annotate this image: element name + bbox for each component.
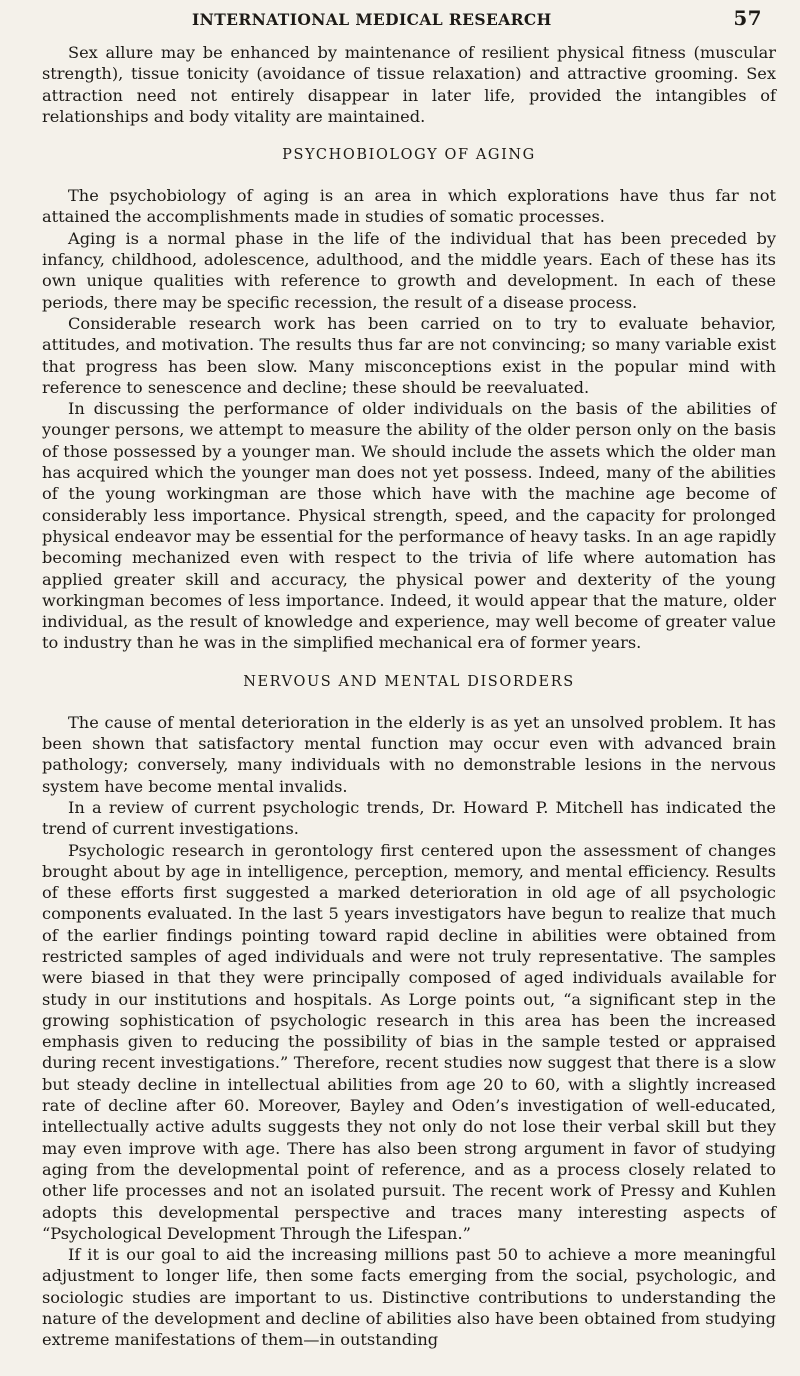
paragraph: The psychobiology of aging is an area in which explorations have thus far not attained the accomplishments made in studies of somatic processes. [42, 186, 776, 227]
page-number: 57 [733, 6, 762, 30]
paragraph: Psychologic research in gerontology first centered upon the assessment of changes brought about by age in intelligence, perception, memory, and mental efficiency. Results of these efforts first suggested a marked deterioration in old age of all psychologic components evaluated. In the last 5 years investigators have begun to realize that much of the earlier findings pointing toward rapid decline in abilities were obtained from restricted samples of aged individuals and were not truly representative. The samples were biased in that they were principally composed of aged individuals available for study in our institutions and hospitals. As Lorge points out, “a significant step in the growing sophistication of psychologic research in this area has been the increased emphasis given to reducing the possibility of bias in the sample tested or appraised during recent investigations.” Therefore, recent studies now suggest that there is a slow but steady decline in intellectual abilities from age 20 to 60, with a slightly increased rate of decline after 60. Moreover, Bayley and Oden’s investigation of well-educated, intellectually active adults suggests they not only do not lose their verbal skill but they may even improve with age. There has also been strong argument in favor of studying aging from the developmental point of reference, and as a process closely related to other life processes and not an isolated pursuit. The recent work of Pressy and Kuhlen adopts this developmental perspective and traces many interesting aspects of “Psychological Development Through the Lifespan.” [42, 840, 776, 1243]
running-head [42, 6, 776, 42]
paragraph: Considerable research work has been carried on to try to evaluate behavior, attitudes, and motivation. The results thus far are not convincing; so many variable exist that progress has been slow. Many misconceptions exist in the popular mind with reference to senescence and decline; these should be reevaluated. [42, 313, 776, 397]
paragraph: Aging is a normal phase in the life of the individual that has been preceded by infancy, childhood, adolescence, adulthood, and the middle years. Each of these has its own unique qualities with reference to growth and development. In each of these periods, there may be specific recession, the result of a disease process. [42, 228, 776, 312]
section-heading-nervous-mental: NERVOUS AND MENTAL DISORDERS [243, 673, 575, 690]
paragraph: In discussing the performance of older individuals on the basis of the abilities of younger persons, we attempt to measure the ability of the older person only on the basis of those possessed by a younger man. We should include the assets which the older man has acquired which the younger man does not yet possess. Indeed, many of the abilities of the young workingman are those which have with the machine age become of considerably less importance. Physical strength, speed, and the capacity for prolonged physical endeavor may be essential for the performance of heavy tasks. In an age rapidly becoming mechanized even with respect to the trivia of life where automation has applied greater skill and accuracy, the physical power and dexterity of the young workingman becomes of less importance. Indeed, it would appear that the mature, older individual, as the result of knowledge and experience, may well become of greater value to industry than he was in the simplified mechanical era of former years. [42, 399, 776, 653]
paragraph: In a review of current psychologic trends, Dr. Howard P. Mitchell has indicated the trend of current investigations. [42, 797, 776, 839]
journal-title: INTERNATIONAL MEDICAL RESEARCH [192, 10, 552, 29]
intro-paragraph: Sex allure may be enhanced by maintenance of resilient physical fitness (muscular strength), tissue tonicity (avoidance of tissue relaxation) and attractive grooming. Sex attraction need not entirely disappear in later life, provided the intangibles of relationships and body vitality are maintained. [42, 43, 776, 126]
section-heading-psychobiology: PSYCHOBIOLOGY OF AGING [282, 147, 536, 164]
paragraph: The cause of mental deterioration in the elderly is as yet an unsolved problem. It has been shown that satisfactory mental function may occur even with advanced brain pathology; conversely, many individuals with no demonstrable lesions in the nervous system have become mental invalids. [42, 712, 776, 796]
body-text [42, 42, 776, 1351]
paragraph: If it is our goal to aid the increasing millions past 50 to achieve a more meaningful adjustment to longer life, then some facts emerging from the social, psychologic, and sociologic studies are important to us. Distinctive contributions to understanding the nature of the development and decline of abilities also have been obtained from studying extreme manifestations of them—in outstanding [42, 1245, 776, 1350]
